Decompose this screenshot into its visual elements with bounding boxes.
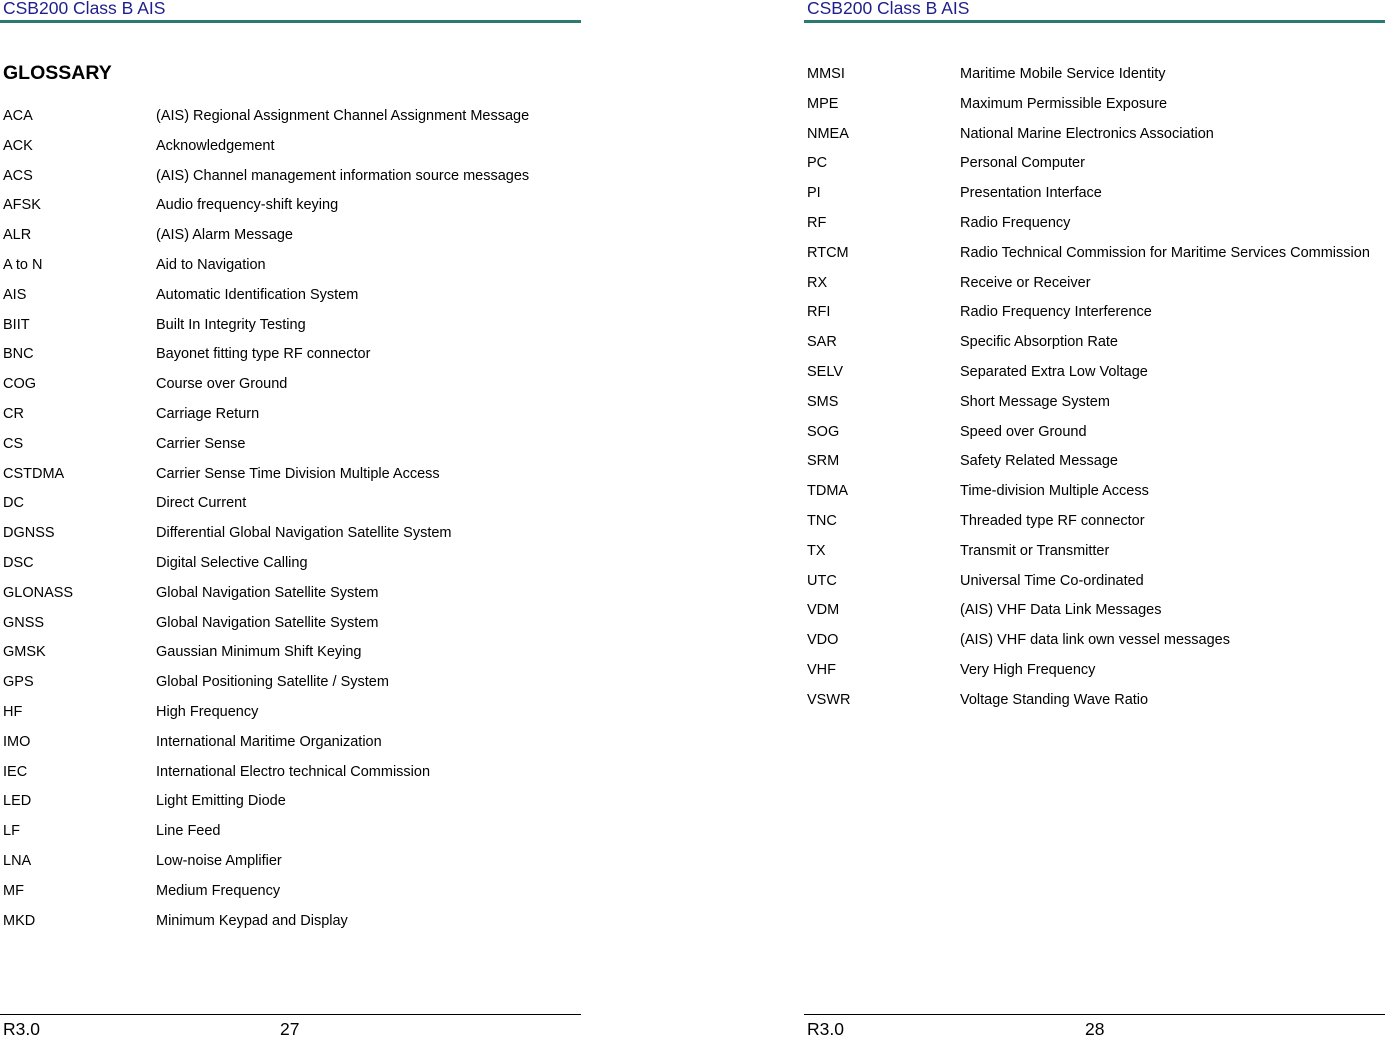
glossary-entry (3, 436, 581, 466)
glossary-definition: Time-division Multiple Access (960, 483, 1149, 500)
glossary-definition: Digital Selective Calling (156, 554, 308, 571)
glossary-term: VDM (807, 602, 840, 619)
glossary-entry (3, 317, 581, 347)
glossary-entry (807, 334, 1385, 364)
glossary-definition: Global Navigation Satellite System (156, 614, 379, 631)
glossary-term: RF (807, 214, 827, 231)
section-title: GLOSSARY (3, 62, 112, 84)
glossary-entry (3, 495, 581, 525)
glossary-term: MPE (807, 95, 839, 112)
glossary-definition: (AIS) Channel management information source messages (156, 167, 530, 184)
glossary-definition: Maximum Permissible Exposure (960, 95, 1168, 112)
page-27 (0, 0, 581, 1039)
glossary-definition: Specific Absorption Rate (960, 334, 1118, 351)
glossary-definition: Speed over Ground (960, 423, 1087, 440)
glossary-definition: Aid to Navigation (156, 256, 266, 273)
glossary-entry (3, 227, 581, 257)
glossary-term: RX (807, 274, 828, 291)
glossary-entry (807, 424, 1385, 454)
glossary-term: BIIT (3, 316, 30, 333)
glossary-definition: Threaded type RF connector (960, 512, 1145, 529)
glossary-entry (807, 245, 1385, 275)
glossary-definition: Radio Frequency Interference (960, 304, 1152, 321)
glossary-definition: Carriage Return (156, 405, 260, 422)
glossary-definition: Bayonet fitting type RF connector (156, 346, 371, 363)
glossary-definition: Maritime Mobile Service Identity (960, 66, 1166, 82)
glossary-term: DSC (3, 554, 34, 571)
glossary-definition: (AIS) VHF Data Link Messages (960, 602, 1162, 619)
glossary-term: AIS (3, 286, 27, 303)
glossary-entry (807, 692, 1385, 722)
glossary-definition: Receive or Receiver (960, 274, 1091, 291)
glossary-term: GMSK (3, 644, 46, 661)
glossary-term: ACA (3, 108, 33, 124)
glossary-definition: International Maritime Organization (156, 733, 382, 750)
glossary-entry (3, 674, 581, 704)
glossary-term: GLONASS (3, 584, 74, 601)
glossary-term: COG (3, 376, 37, 393)
glossary-entry (3, 853, 581, 883)
glossary-entry (807, 66, 1385, 96)
glossary-entry (3, 704, 581, 734)
glossary-definition: Acknowledgement (156, 137, 275, 154)
glossary-definition: Minimum Keypad and Display (156, 912, 348, 929)
glossary-entry (807, 394, 1385, 424)
glossary-definition: Low-noise Amplifier (156, 852, 282, 869)
page-header-title: CSB200 Class B AIS (3, 0, 166, 18)
glossary-entry (3, 585, 581, 615)
glossary-entry (807, 155, 1385, 185)
footer-rule (804, 1014, 1385, 1015)
glossary-entry (807, 126, 1385, 156)
page-number: 27 (280, 1019, 300, 1039)
glossary-list (3, 108, 581, 942)
glossary-definition: (AIS) Regional Assignment Channel Assignment Message (156, 108, 530, 124)
glossary-definition: National Marine Electronics Association (960, 125, 1214, 142)
footer-rule (0, 1014, 581, 1015)
glossary-definition: Presentation Interface (960, 185, 1102, 202)
glossary-entry (3, 168, 581, 198)
glossary-definition: Universal Time Co-ordinated (960, 572, 1144, 589)
glossary-term: AFSK (3, 197, 41, 214)
glossary-term: ACS (3, 167, 33, 184)
glossary-definition: Carrier Sense (156, 435, 246, 452)
glossary-term: UTC (807, 572, 837, 589)
glossary-definition: Voltage Standing Wave Ratio (960, 691, 1149, 708)
glossary-term: ALR (3, 227, 32, 244)
glossary-entry (807, 543, 1385, 573)
glossary-entry (3, 525, 581, 555)
glossary-entry (3, 466, 581, 496)
page-number: 28 (1085, 1019, 1105, 1039)
glossary-entry (807, 602, 1385, 632)
glossary-term: RTCM (807, 244, 849, 261)
glossary-entry (3, 823, 581, 853)
glossary-term: CS (3, 435, 24, 452)
glossary-entry (3, 346, 581, 376)
glossary-entry (3, 555, 581, 585)
glossary-term: HF (3, 703, 23, 720)
glossary-list (807, 66, 1385, 722)
glossary-entry (807, 573, 1385, 603)
glossary-term: RFI (807, 304, 831, 321)
glossary-definition: Radio Technical Commission for Maritime Services Commission (960, 244, 1370, 261)
glossary-definition: Line Feed (156, 823, 221, 840)
glossary-definition: Carrier Sense Time Division Multiple Access (156, 465, 440, 482)
glossary-term: TNC (807, 512, 837, 529)
glossary-term: IMO (3, 733, 31, 750)
glossary-term: TDMA (807, 483, 849, 500)
glossary-entry (3, 644, 581, 674)
glossary-term: LNA (3, 852, 32, 869)
glossary-definition: Radio Frequency (960, 214, 1071, 231)
glossary-entry (807, 453, 1385, 483)
glossary-entry (3, 734, 581, 764)
glossary-term: BNC (3, 346, 34, 363)
header-rule (0, 20, 581, 23)
glossary-definition: Gaussian Minimum Shift Keying (156, 644, 362, 661)
glossary-term: GPS (3, 674, 34, 691)
glossary-term: MF (3, 882, 24, 899)
glossary-term: DGNSS (3, 525, 55, 542)
page-28 (804, 0, 1385, 1039)
footer-revision: R3.0 (3, 1019, 40, 1039)
glossary-entry (3, 108, 581, 138)
glossary-term: LED (3, 793, 32, 810)
glossary-term: CSTDMA (3, 465, 65, 482)
glossary-term: PC (807, 155, 828, 172)
glossary-term: SRM (807, 453, 840, 470)
glossary-term: MMSI (807, 66, 845, 82)
page-header-title: CSB200 Class B AIS (807, 0, 970, 18)
footer-revision: R3.0 (807, 1019, 844, 1039)
glossary-entry (807, 513, 1385, 543)
glossary-term: VSWR (807, 691, 851, 708)
glossary-term: IEC (3, 763, 28, 780)
glossary-definition: High Frequency (156, 703, 259, 720)
glossary-definition: Light Emitting Diode (156, 793, 286, 810)
glossary-definition: Built In Integrity Testing (156, 316, 306, 333)
glossary-entry (3, 764, 581, 794)
glossary-entry (807, 304, 1385, 334)
glossary-term: SELV (807, 363, 844, 380)
glossary-definition: (AIS) VHF data link own vessel messages (960, 632, 1230, 649)
glossary-definition: Automatic Identification System (156, 286, 359, 303)
glossary-term: VDO (807, 632, 839, 649)
glossary-term: SOG (807, 423, 840, 440)
glossary-definition: Transmit or Transmitter (960, 542, 1110, 559)
glossary-entry (807, 364, 1385, 394)
glossary-term: GNSS (3, 614, 45, 631)
glossary-definition: Global Navigation Satellite System (156, 584, 379, 601)
glossary-term: NMEA (807, 125, 849, 142)
glossary-term: MKD (3, 912, 36, 929)
glossary-entry (3, 406, 581, 436)
glossary-entry (3, 197, 581, 227)
glossary-term: DC (3, 495, 24, 512)
glossary-definition: Safety Related Message (960, 453, 1118, 470)
glossary-entry (3, 287, 581, 317)
glossary-definition: Medium Frequency (156, 882, 281, 899)
glossary-entry (3, 376, 581, 406)
glossary-entry (807, 215, 1385, 245)
glossary-term: CR (3, 405, 24, 422)
glossary-definition: Course over Ground (156, 376, 288, 393)
glossary-definition: (AIS) Alarm Message (156, 227, 293, 244)
glossary-term: SAR (807, 334, 837, 351)
glossary-entry (3, 615, 581, 645)
glossary-term: VHF (807, 661, 836, 678)
glossary-term: A to N (3, 256, 43, 273)
glossary-entry (807, 275, 1385, 305)
glossary-entry (3, 883, 581, 913)
glossary-definition: Audio frequency-shift keying (156, 197, 339, 214)
glossary-term: SMS (807, 393, 839, 410)
glossary-entry (807, 632, 1385, 662)
header-rule (804, 20, 1385, 23)
glossary-definition: Short Message System (960, 393, 1110, 410)
glossary-definition: Differential Global Navigation Satellite System (156, 525, 452, 542)
glossary-term: TX (807, 542, 826, 559)
glossary-definition: Direct Current (156, 495, 247, 512)
glossary-entry (3, 138, 581, 168)
glossary-definition: Personal Computer (960, 155, 1085, 172)
glossary-entry (807, 483, 1385, 513)
glossary-term: ACK (3, 137, 33, 154)
glossary-term: LF (3, 823, 20, 840)
glossary-entry (807, 96, 1385, 126)
glossary-definition: Very High Frequency (960, 661, 1096, 678)
glossary-entry (807, 662, 1385, 692)
glossary-entry (3, 913, 581, 943)
glossary-definition: Separated Extra Low Voltage (960, 363, 1148, 380)
glossary-entry (3, 793, 581, 823)
glossary-definition: International Electro technical Commission (156, 763, 431, 780)
glossary-entry (807, 185, 1385, 215)
glossary-term: PI (807, 185, 821, 202)
glossary-entry (3, 257, 581, 287)
glossary-definition: Global Positioning Satellite / System (156, 674, 389, 691)
